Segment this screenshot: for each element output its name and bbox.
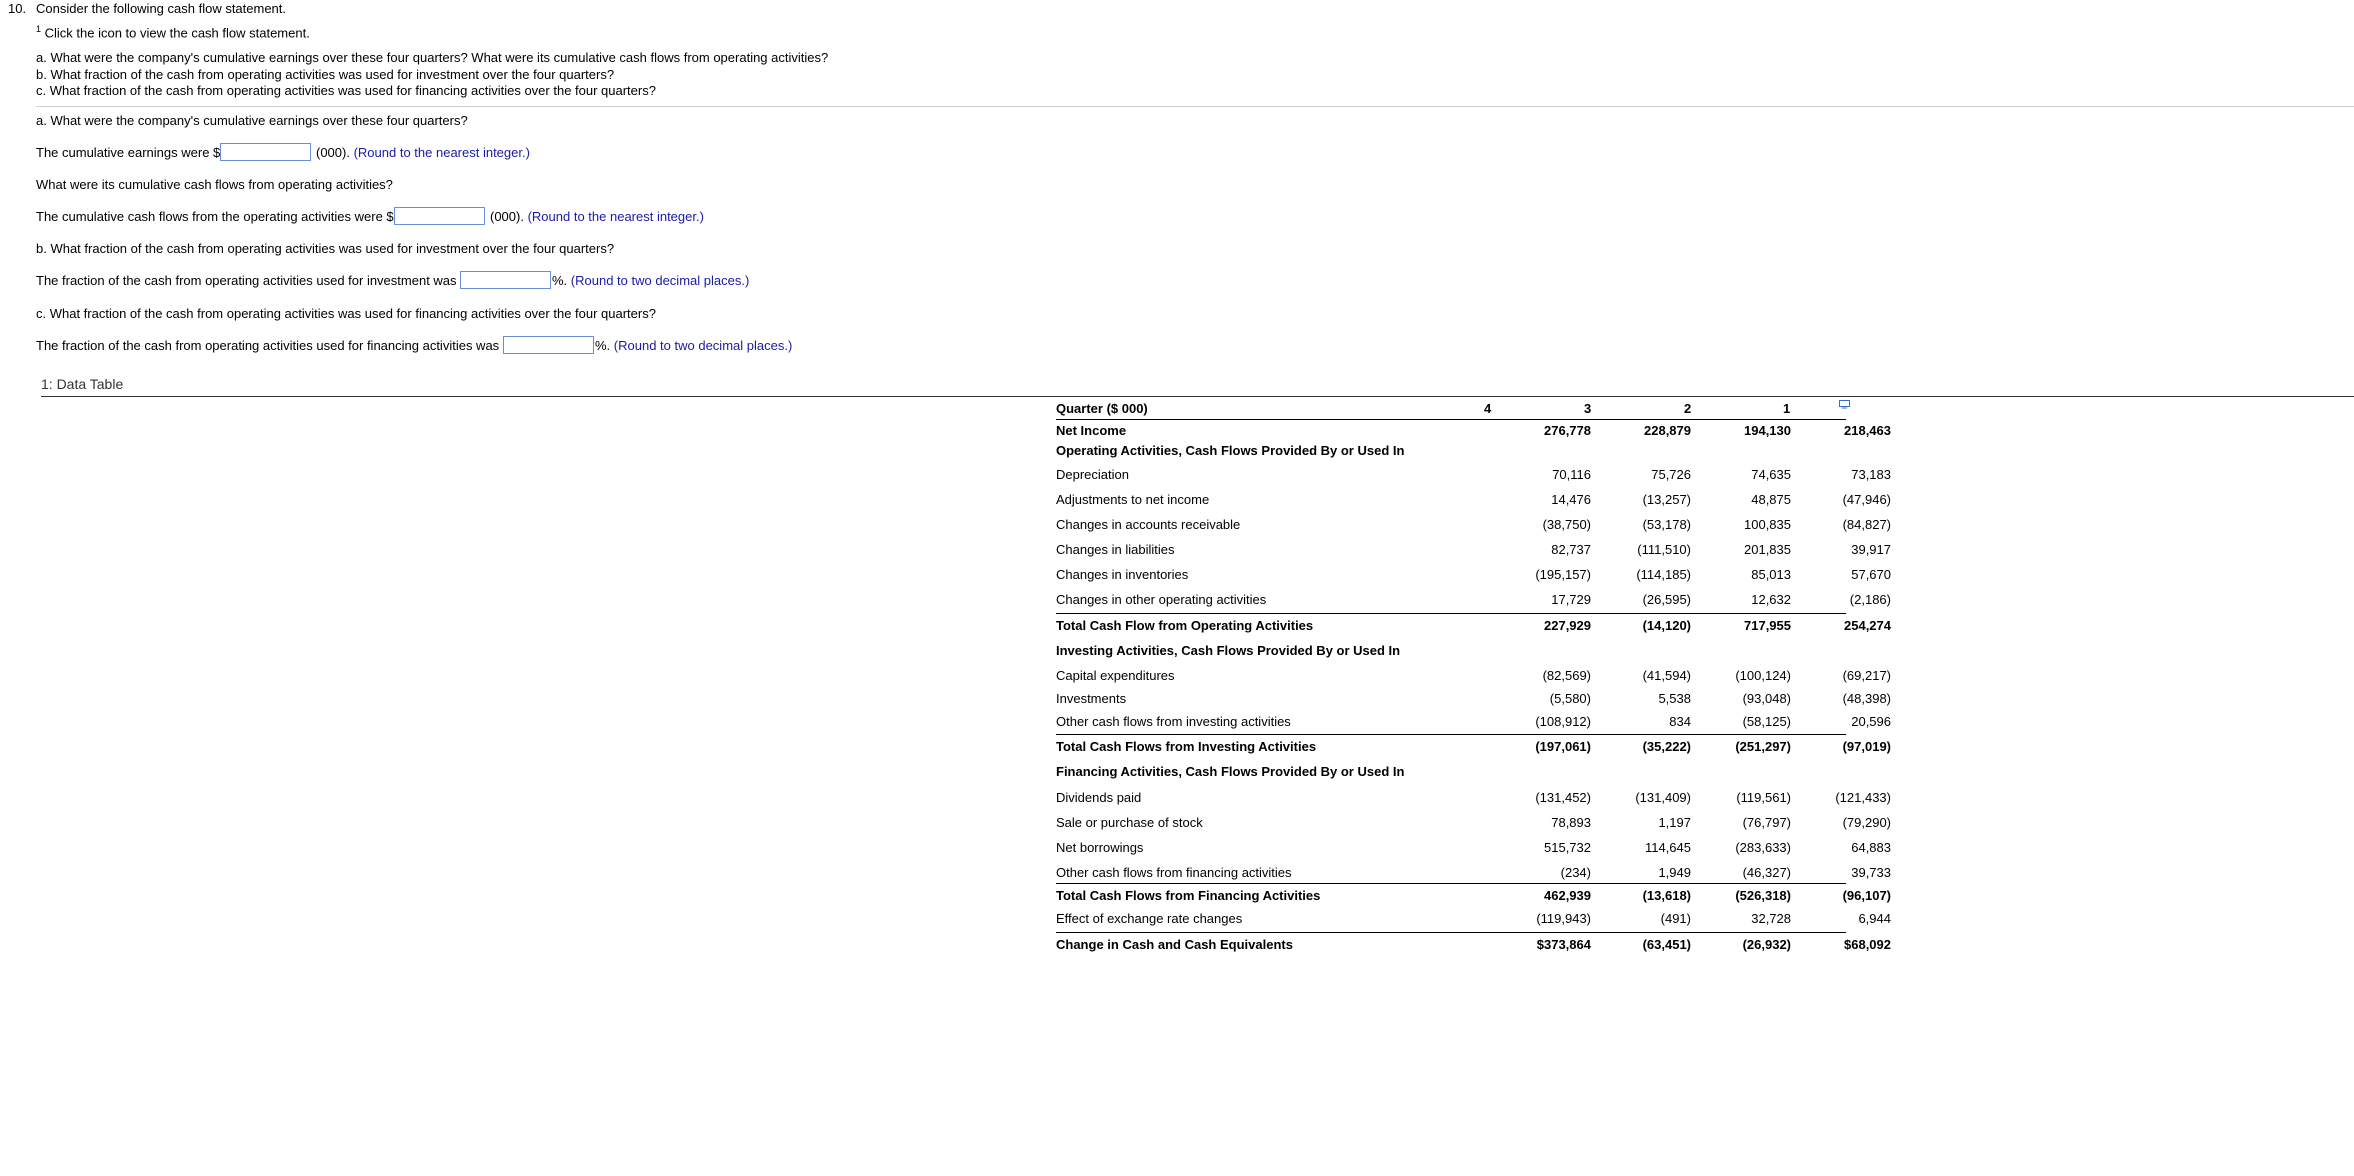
cell-q1: 57,670 [1851, 567, 1891, 582]
cell-q1: $68,092 [1844, 937, 1891, 952]
footnote-text: Click the icon to view the cash flow statement. [44, 25, 310, 41]
c-post: %. [595, 338, 611, 353]
cell-q4: 78,893 [1551, 815, 1591, 830]
cell-q3: (53,178) [1642, 517, 1691, 532]
row-label: Financing Activities, Cash Flows Provided By or Used In [1056, 764, 1405, 779]
cell-q4: 70,116 [1552, 467, 1591, 482]
cell-q1: 218,463 [1844, 423, 1891, 438]
table-header-row [1056, 401, 1846, 419]
table-rule [1056, 932, 1846, 933]
cell-q1: (69,217) [1842, 668, 1891, 683]
cell-q3: (41,594) [1642, 668, 1691, 683]
row-label: Total Cash Flow from Operating Activities [1056, 618, 1314, 633]
cumulative-operating-cash-input[interactable] [394, 207, 485, 225]
table-row [1056, 937, 1891, 955]
investment-fraction-input[interactable] [460, 271, 551, 289]
cell-q3: (35,222) [1642, 739, 1691, 754]
cell-q4: 462,939 [1544, 888, 1591, 903]
a2-post-line [490, 209, 704, 224]
cell-q3: 1,949 [1658, 865, 1691, 880]
cell-q4: (5,580) [1549, 691, 1591, 706]
part-b-text: b. What fraction of the cash from operating activities was used for investment over the four quarters? [36, 67, 615, 82]
cell-q1: 73,183 [1851, 467, 1891, 482]
part-c-text: c. What fraction of the cash from operating activities was used for financing activities over the four quarters? [36, 83, 656, 98]
cell-q2: 32,728 [1751, 911, 1791, 926]
cell-q2: 201,835 [1744, 542, 1791, 557]
table-row [1056, 567, 1891, 585]
table-rule [1056, 883, 1846, 884]
header-q1: 1 [1783, 401, 1791, 416]
row-label: Sale or purchase of stock [1056, 815, 1203, 830]
part-a-text: a. What were the company's cumulative earnings over these four quarters? What were its cumulative cash flows from operating activities? [36, 50, 829, 65]
table-row [1056, 764, 1846, 782]
row-label: Adjustments to net income [1056, 492, 1210, 507]
cell-q4: 17,729 [1551, 592, 1591, 607]
c-hint: (Round to two decimal places.) [613, 338, 793, 353]
table-row [1056, 911, 1891, 929]
question-number: 10. [8, 1, 27, 16]
cell-q3: (13,257) [1642, 492, 1691, 507]
a2-pre: The cumulative cash flows from the operating activities were $ [36, 209, 394, 224]
b-post-line [552, 273, 749, 288]
cell-q4: 276,778 [1544, 423, 1591, 438]
cell-q3: 5,538 [1658, 691, 1691, 706]
cell-q3: 75,726 [1651, 467, 1691, 482]
cell-q2: (100,124) [1735, 668, 1791, 683]
cell-q3: (14,120) [1642, 618, 1691, 633]
table-row [1056, 668, 1891, 686]
cell-q1: 39,733 [1851, 865, 1891, 880]
a1-post-line [316, 145, 530, 160]
financing-fraction-input[interactable] [503, 336, 594, 354]
row-label: Other cash flows from investing activities [1056, 714, 1291, 729]
table-row [1056, 542, 1891, 560]
a1-hint: (Round to the nearest integer.) [353, 145, 530, 160]
table-row [1056, 592, 1891, 610]
table-row [1056, 423, 1891, 441]
cell-q4: (234) [1560, 865, 1591, 880]
cell-q4: (108,912) [1535, 714, 1591, 729]
cell-q1: (96,107) [1842, 888, 1891, 903]
cell-q4: $373,864 [1536, 937, 1591, 952]
cell-q2: 85,013 [1751, 567, 1791, 582]
c-pre: The fraction of the cash from operating activities used for financing activities was [36, 338, 500, 353]
row-label: Changes in other operating activities [1056, 592, 1267, 607]
cell-q4: (82,569) [1542, 668, 1591, 683]
cell-q3: (491) [1660, 911, 1691, 926]
a2-heading: What were its cumulative cash flows from operating activities? [36, 177, 393, 192]
a-heading: a. What were the company's cumulative earnings over these four quarters? [36, 113, 468, 128]
row-label: Dividends paid [1056, 790, 1142, 805]
cell-q4: (195,157) [1535, 567, 1591, 582]
divider [36, 106, 2354, 107]
cell-q1: 39,917 [1851, 542, 1891, 557]
cell-q3: 114,645 [1644, 840, 1691, 855]
table-row [1056, 790, 1891, 808]
table-row [1056, 815, 1891, 833]
cell-q2: 194,130 [1744, 423, 1791, 438]
cell-q2: (526,318) [1735, 888, 1791, 903]
row-label: Capital expenditures [1056, 668, 1175, 683]
cell-q2: (119,561) [1736, 790, 1791, 805]
table-row [1056, 467, 1891, 485]
row-label: Effect of exchange rate changes [1056, 911, 1243, 926]
cell-q1: 254,274 [1844, 618, 1891, 633]
table-rule [1056, 734, 1846, 735]
row-label: Changes in accounts receivable [1056, 517, 1241, 532]
a2-hint: (Round to the nearest integer.) [527, 209, 704, 224]
cell-q4: (38,750) [1542, 517, 1591, 532]
b-pre: The fraction of the cash from operating activities used for investment was [36, 273, 457, 288]
cell-q1: (121,433) [1835, 790, 1891, 805]
table-rule [1056, 613, 1846, 614]
table-row [1056, 643, 1846, 661]
row-label: Total Cash Flows from Financing Activities [1056, 888, 1321, 903]
table-row [1056, 691, 1891, 709]
cell-q2: (251,297) [1735, 739, 1791, 754]
cell-q4: 227,929 [1544, 618, 1591, 633]
cell-q4: (131,452) [1535, 790, 1591, 805]
cell-q2: (76,797) [1742, 815, 1791, 830]
table-row [1056, 865, 1891, 883]
header-q3: 3 [1584, 401, 1592, 416]
cell-q2: (93,048) [1742, 691, 1791, 706]
cell-q4: 82,737 [1551, 542, 1591, 557]
cell-q4: 14,476 [1551, 492, 1591, 507]
cell-q1: 20,596 [1851, 714, 1891, 729]
cell-q3: (111,510) [1637, 542, 1691, 557]
header-q4: 4 [1484, 401, 1492, 416]
cell-q2: (46,327) [1742, 865, 1791, 880]
header-rule [1056, 419, 1846, 420]
cell-q2: (283,633) [1735, 840, 1791, 855]
cell-q2: 100,835 [1744, 517, 1791, 532]
table-row [1056, 714, 1891, 732]
table-row [1056, 492, 1891, 510]
cell-q2: (26,932) [1742, 937, 1791, 952]
row-label: Changes in inventories [1056, 567, 1189, 582]
row-label: Other cash flows from financing activities [1056, 865, 1292, 880]
row-label: Net borrowings [1056, 840, 1144, 855]
cell-q1: 6,944 [1858, 911, 1891, 926]
c-heading: c. What fraction of the cash from operating activities was used for financing activities over the four quarters? [36, 306, 656, 321]
cell-q4: 515,732 [1544, 840, 1591, 855]
header-q2: 2 [1684, 401, 1692, 416]
cell-q3: 834 [1669, 714, 1691, 729]
table-row [1056, 618, 1891, 636]
b-post: %. [552, 273, 568, 288]
cell-q3: 1,197 [1658, 815, 1691, 830]
cell-q1: (47,946) [1842, 492, 1891, 507]
cell-q3: (63,451) [1642, 937, 1691, 952]
cell-q3: (26,595) [1642, 592, 1691, 607]
cell-q1: (48,398) [1842, 691, 1891, 706]
question-prompt: Consider the following cash flow statement. [36, 1, 287, 16]
data-table-title: 1: Data Table [41, 376, 124, 392]
footnote-marker: 1 [36, 24, 42, 34]
a2-post: (000). [490, 209, 524, 224]
row-label: Investing Activities, Cash Flows Provided By or Used In [1056, 643, 1401, 658]
table-row [1056, 443, 1846, 461]
cell-q4: (119,943) [1536, 911, 1591, 926]
row-label: Investments [1056, 691, 1127, 706]
data-table-title-rule [41, 396, 2354, 397]
cell-q1: (97,019) [1842, 739, 1891, 754]
cell-q3: (131,409) [1635, 790, 1691, 805]
cell-q2: (58,125) [1742, 714, 1791, 729]
row-label: Depreciation [1056, 467, 1129, 482]
row-label: Change in Cash and Cash Equivalents [1056, 937, 1293, 952]
footnote[interactable] [36, 24, 310, 40]
b-hint: (Round to two decimal places.) [570, 273, 750, 288]
cell-q2: 12,632 [1751, 592, 1791, 607]
table-row [1056, 840, 1891, 858]
cell-q1: (84,827) [1842, 517, 1891, 532]
c-post-line [595, 338, 792, 353]
table-row [1056, 888, 1891, 906]
cumulative-earnings-input[interactable] [220, 143, 311, 161]
row-label: Net Income [1056, 423, 1127, 438]
row-label: Total Cash Flows from Investing Activities [1056, 739, 1317, 754]
table-row [1056, 739, 1891, 757]
header-label: Quarter ($ 000) [1056, 401, 1148, 416]
cell-q3: (13,618) [1642, 888, 1691, 903]
row-label: Changes in liabilities [1056, 542, 1175, 557]
cell-q3: 228,879 [1644, 423, 1691, 438]
cell-q1: 64,883 [1851, 840, 1891, 855]
table-row [1056, 517, 1891, 535]
cell-q2: 717,955 [1744, 618, 1791, 633]
cell-q2: 74,635 [1751, 467, 1791, 482]
cell-q3: (114,185) [1636, 567, 1691, 582]
row-label: Operating Activities, Cash Flows Provided By or Used In [1056, 443, 1405, 458]
expand-icon[interactable] [1839, 400, 1850, 409]
cell-q1: (2,186) [1849, 592, 1891, 607]
cell-q2: 48,875 [1751, 492, 1791, 507]
a1-pre: The cumulative earnings were $ [36, 145, 221, 160]
cell-q4: (197,061) [1535, 739, 1591, 754]
b-heading: b. What fraction of the cash from operating activities was used for investment over the four quarters? [36, 241, 615, 256]
a1-post: (000). [316, 145, 350, 160]
cell-q1: (79,290) [1842, 815, 1891, 830]
